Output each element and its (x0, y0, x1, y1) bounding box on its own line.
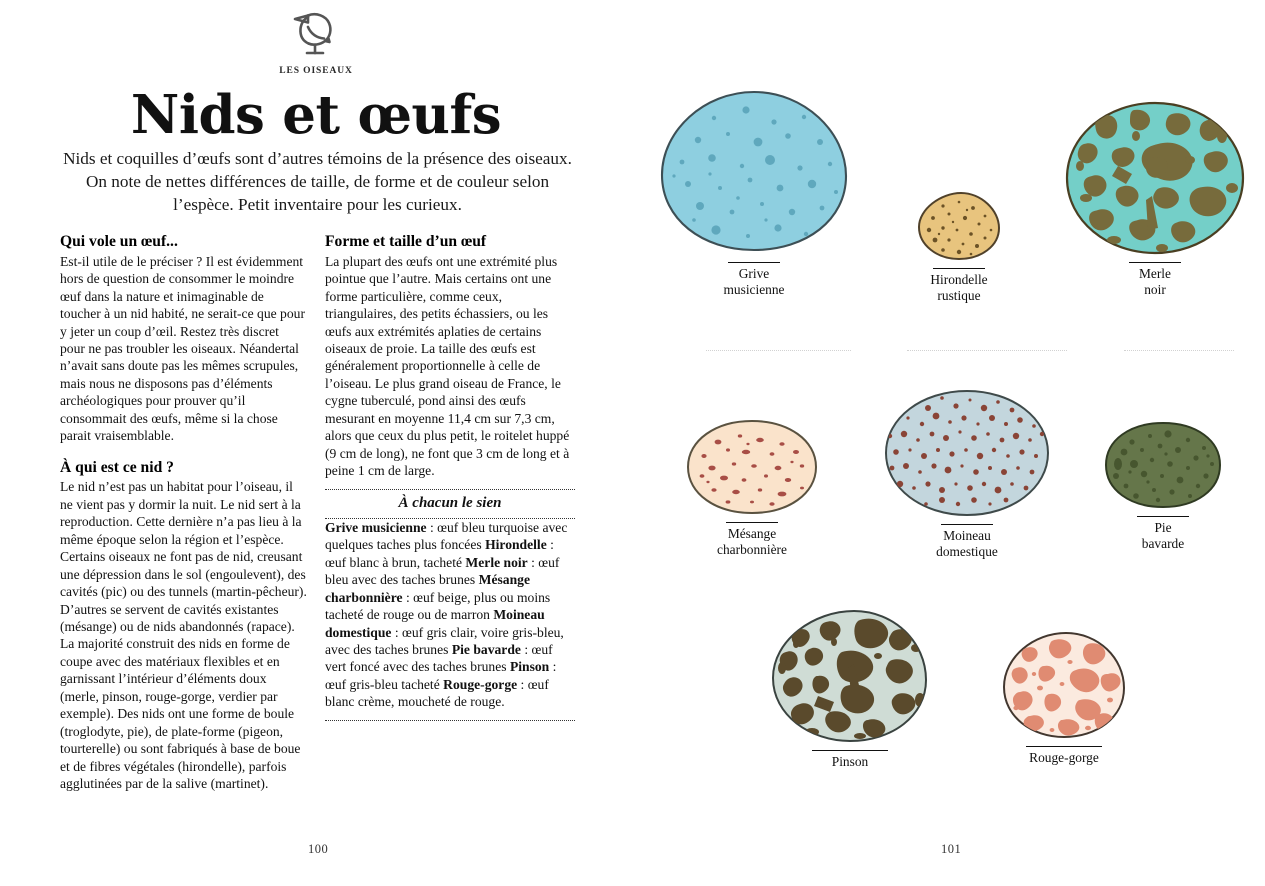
egg-illustration-rouge-gorge (1000, 630, 1128, 740)
figure-caption-pinson (768, 750, 932, 770)
species-description: : œuf blanc à brun, tacheté (325, 537, 554, 570)
caption-rule (726, 522, 778, 523)
caption-line-2: musicienne (723, 282, 785, 298)
species-name: Hirondelle (485, 537, 547, 553)
box-title: À chacun le sien (398, 494, 502, 511)
right-page (632, 0, 1265, 886)
figure-merle-noir (1062, 100, 1248, 298)
egg-illustration-grive-musicienne (654, 88, 854, 256)
caption-line-2: noir (1144, 282, 1166, 298)
egg-illustration-merle-noir (1062, 100, 1248, 256)
species-egg-list (325, 519, 575, 711)
caption-rule (933, 268, 985, 269)
row-separator-3 (1124, 350, 1234, 351)
figure-pie-bavarde (1102, 420, 1224, 552)
figure-caption-hirondelle-rustique (915, 268, 1003, 304)
figure-grive-musicienne (654, 88, 854, 298)
caption-line-1: Merle (1139, 266, 1171, 281)
egg-illustration-mesange-charbonniere (684, 418, 820, 516)
caption-rule (1129, 262, 1181, 263)
row-separator-2 (907, 350, 1067, 351)
caption-line-1: Grive (738, 266, 770, 281)
intro-paragraph: Nids et coquilles d’œufs sont d’autres témoins de la présence des oiseaux. On note de nettes différences de taille, de forme et de couleur selon l’espèce. Petit inventaire pour les curieux. (63, 149, 572, 214)
species-name: Moineau domestique (325, 607, 545, 640)
species-name: Grive musicienne (325, 519, 427, 535)
page-number-left: 100 (308, 842, 329, 856)
caption-line-1: Pinson (831, 754, 869, 769)
caption-line-1: Rouge-gorge (1029, 750, 1099, 765)
figure-caption-merle-noir (1062, 262, 1248, 298)
text-column-left (60, 233, 307, 793)
page-title: Nids et œufs (130, 84, 502, 146)
box-divider-top (325, 489, 575, 490)
figure-caption-mesange-charbonniere (684, 522, 820, 558)
masthead (0, 8, 632, 76)
species-name: Merle noir (465, 554, 528, 570)
section-heading-qui-vole-un-oeuf: Qui vole un œuf... (60, 233, 178, 250)
box-divider-bottom (325, 720, 575, 721)
species-description: : œuf vert foncé avec des taches brunes (325, 642, 553, 675)
caption-line-2: domestique (936, 544, 998, 560)
egg-illustration-moineau-domestique (882, 388, 1052, 518)
masthead-label: LES OISEAUX (279, 66, 353, 76)
bird-icon (289, 8, 343, 64)
figure-hirondelle-rustique (915, 190, 1003, 304)
caption-line-2: charbonnière (717, 542, 787, 558)
species-description: : œuf blanc crème, moucheté de rouge. (325, 676, 549, 710)
caption-line-1: Hirondelle (930, 272, 988, 287)
caption-line-1: Moineau (943, 528, 991, 543)
caption-line-1: Mésange (727, 526, 777, 541)
species-description: : œuf gris-bleu tacheté (325, 659, 557, 692)
figure-caption-rouge-gorge (1000, 746, 1128, 766)
caption-rule (728, 262, 780, 263)
section-body-qui-vole-un-oeuf: Est-il utile de le préciser ? Il est évidemment hors de question de consommer le moindre œuf dans la nature et inimaginable de toucher à un nid habité, ne serait-ce que pour y jeter un coup d’œil. Restez très discret pour ne pas troubler les oiseaux. Néandertal n’avait sans doute pas les mêmes scrupules, mais nous ne disposons pas d’éléments archéologiques pour prouver qu’il consommait des œufs, même si la chose parait vraisemblable. (60, 253, 305, 444)
section-body-forme-et-taille: La plupart des œufs ont une extrémité plus pointue que l’autre. Mais certains ont une forme particulière, comme ceux, triangulaires, des petits échassiers, ou les œufs aux extrémités aplaties de certains oiseaux de proie. La taille des œufs est généralement proportionnelle à celle de l’oiseau. Le plus grand oiseau de France, le cygne tuberculé, pond ainsi des œufs mesurant en moyenne 11,4 cm sur 7,3 cm, alors que ceux du plus petit, le roitelet huppé (9 cm de long), ne font que 3 cm de long et à peine 1 cm de large. (325, 253, 570, 479)
species-description: : œuf beige, plus ou moins tacheté de rouge ou de marron (325, 589, 551, 623)
left-page (0, 0, 632, 886)
section-heading-a-qui-est-ce-nid: À qui est ce nid ? (60, 458, 174, 476)
figure-mesange-charbonniere (684, 418, 820, 558)
section-heading-forme-et-taille: Forme et taille d’un œuf (325, 233, 487, 250)
figure-pinson (768, 608, 932, 770)
species-description: : œuf bleu avec des taches brunes (325, 554, 560, 588)
caption-rule (1026, 746, 1102, 747)
figure-rouge-gorge (1000, 630, 1128, 766)
row-separator-1 (706, 350, 851, 351)
caption-rule (941, 524, 993, 525)
caption-rule (1137, 516, 1189, 517)
species-name: Pinson (509, 659, 550, 675)
figure-caption-moineau-domestique (882, 524, 1052, 560)
caption-line-2: rustique (937, 288, 981, 304)
species-name: Rouge-gorge (443, 676, 518, 692)
section-body-a-qui-est-ce-nid: Le nid n’est pas un habitat pour l’oiseau, il ne vient pas y dormir la nuit. Le nid sert à la reproduction. Cette dernière n’a pas lieu à la même époque selon la région et l’espèce. Certains oiseaux ne font pas de nid, creusant une dépression dans le sol (engoulevent), des cavités (pic) ou des tunnels (martin-pêcheur). D’autres se servent de cavités existantes (mésange) ou de nids abandonnés (rapace). La majorité construit des nids en forme de coupe avec des matériaux flexibles et en garnissant l’intérieur d’éléments doux (merle, pinson, rouge-gorge, verdier par exemple). Des nids ont une forme de boule (troglodyte, pie), de plate-forme (pigeon, tourterelle) ou sont fabriqués à base de boue et de fibres végétales (hirondelle), parfois agglutinées par de la salive (martinet). (60, 479, 307, 792)
figure-moineau-domestique (882, 388, 1052, 560)
species-description: : œuf bleu turquoise avec quelques taches plus foncées (325, 519, 568, 553)
figure-caption-pie-bavarde (1102, 516, 1224, 552)
page-number-right: 101 (941, 842, 962, 856)
egg-illustration-pinson (768, 608, 932, 744)
species-name: Mésange charbonnière (325, 572, 530, 605)
species-description: : œuf gris clair, voire gris-bleu, avec des taches brunes (325, 624, 564, 658)
egg-illustration-pie-bavarde (1102, 420, 1224, 510)
caption-rule (812, 750, 888, 751)
text-column-middle (325, 233, 575, 725)
caption-line-1: Pie (1154, 520, 1172, 535)
figure-caption-grive-musicienne (654, 262, 854, 298)
egg-illustration-hirondelle-rustique (915, 190, 1003, 262)
species-name: Pie bavarde (451, 642, 521, 658)
caption-line-2: bavarde (1141, 536, 1185, 552)
